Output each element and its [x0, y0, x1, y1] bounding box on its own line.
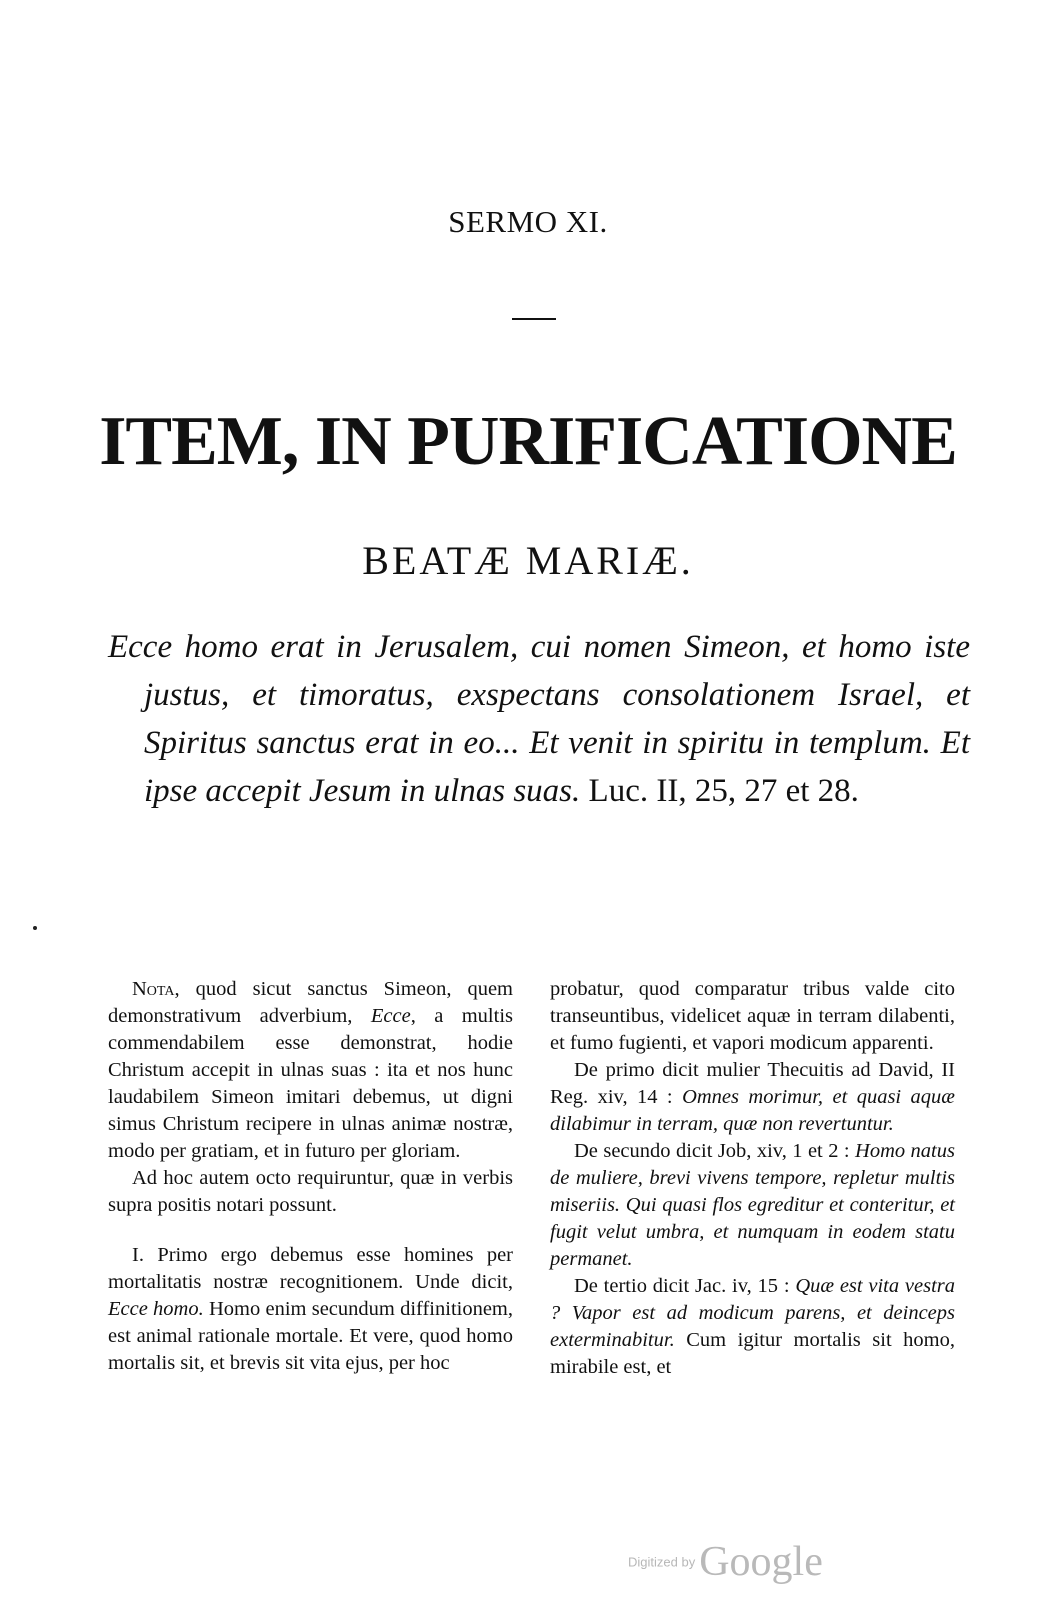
google-logo: Google: [699, 1539, 823, 1585]
left-paragraph-3: [108, 1242, 513, 1377]
sermon-number: SERMO XI.: [448, 204, 608, 239]
right-p3-text: De secundo dicit Job, xiv, 1 et 2 :: [574, 1140, 856, 1162]
left-p1-text-a: , quod sicut sanctus Simeon, quem demonstrativum adverbium,: [108, 978, 513, 1027]
left-p1-text-b: , a multis commendabilem esse demonstrat, hodie Christum accepit in ulnas suas : ita et nos hunc laudabilem Simeon imitari debemus, ut digni simus Christum recipere in ulnas animæ nostræ, modo per gratiam, et in futuro per gloriam.: [108, 1005, 513, 1162]
right-paragraph-2: [550, 1057, 955, 1138]
epigraph-reference: Luc. II, 25, 27 et 28.: [588, 773, 859, 809]
epigraph: [108, 623, 970, 815]
right-paragraph-4: [550, 1273, 955, 1381]
left-p3-quote: Ecce homo.: [108, 1298, 204, 1320]
right-paragraph-3: [550, 1138, 955, 1273]
right-p3-quote: Homo natus de muliere, brevi vivens tempore, repletur multis miseriis. Qui quasi flos egreditur et conteritur, et fugit velut umbra, et numquam in eodem statu permanet.: [550, 1140, 955, 1270]
right-p4-quote: Quæ est vita vestra ? Vapor est ad modicum parens, et deinceps exterminabitur.: [550, 1275, 955, 1351]
right-column: [550, 976, 955, 1381]
left-p3-text-a: I. Primo ergo debemus esse homines per mortalitatis nostræ recognitionem. Unde dicit,: [108, 1244, 513, 1293]
epigraph-text: Ecce homo erat in Jerusalem, cui nomen Simeon, et homo iste justus, et timoratus, exspectans consolationem Israel, et Spiritus sanctus erat in eo... Et venit in spiritu in templum. Et ipse accepit Jesum in ulnas suas.: [108, 629, 970, 809]
nota-lead: Nota: [132, 978, 175, 1000]
left-column: [108, 976, 513, 1377]
main-title: ITEM, IN PURIFICATIONE: [99, 403, 957, 480]
right-p4-text-a: De tertio dicit Jac. iv, 15 :: [574, 1275, 796, 1297]
left-p3-text-b: Homo enim secundum diffinitionem, est animal rationale mortale. Et vere, quod homo mortalis sit, et brevis sit vita ejus, per hoc: [108, 1298, 514, 1374]
right-paragraph-1: probatur, quod comparatur tribus valde cito transeuntibus, videlicet aquæ in terram dilabenti, et fumo fugienti, et vapori modicum apparenti.: [550, 978, 955, 1054]
epigraph-paragraph: [108, 623, 970, 815]
right-p2-quote: Omnes morimur, et quasi aquæ dilabimur in terram, quæ non revertuntur.: [550, 1086, 955, 1135]
ecce-word: Ecce: [370, 1005, 411, 1027]
watermark-small-text: Digitized by: [628, 1554, 696, 1570]
right-p4-text-b: Cum igitur mortalis sit homo, mirabile est, et: [550, 1329, 955, 1378]
sub-title: BEATÆ MARIÆ.: [362, 538, 694, 583]
scan-speck: [33, 926, 37, 930]
left-paragraph-1: [108, 976, 513, 1165]
digitized-watermark: [628, 1538, 823, 1586]
right-p2-text: De primo dicit mulier Thecuitis ad David, II Reg. xiv, 14 :: [550, 1059, 955, 1108]
heading-rule: [512, 318, 556, 320]
left-paragraph-2: Ad hoc autem octo requiruntur, quæ in verbis supra positis notari possunt.: [108, 1167, 513, 1216]
